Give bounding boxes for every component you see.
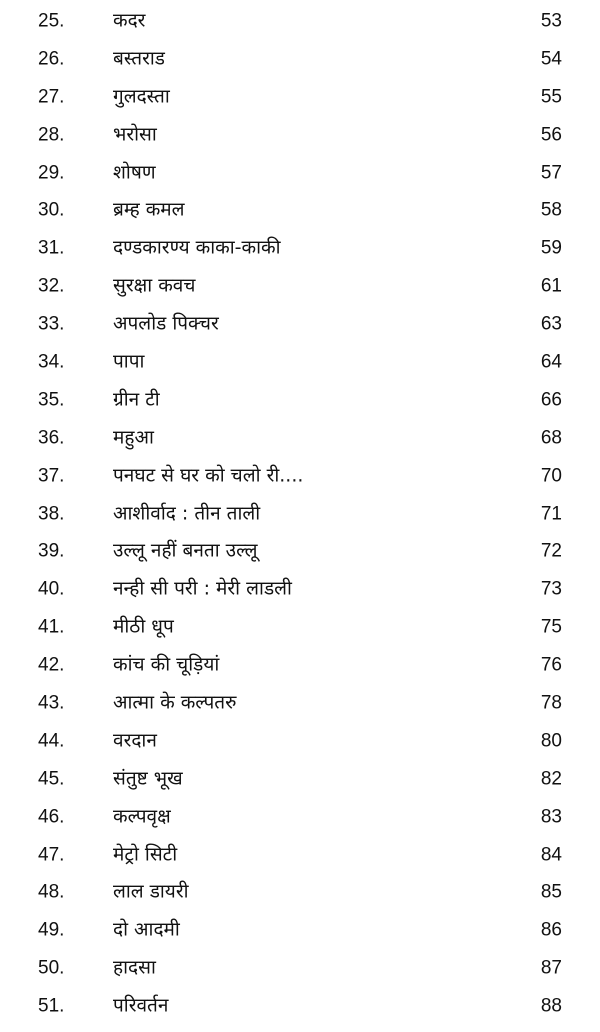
toc-entry-title: भरोसा [113,123,157,146]
toc-entry-page: 57 [540,162,562,183]
toc-entry-page: 76 [540,654,562,676]
toc-entry-number: 33. [38,313,65,335]
toc-entry-page: 88 [540,995,562,1017]
toc-entry-number: 25. [38,10,65,32]
toc-entry-number: 49. [38,919,65,941]
toc-entry-title: हादसा [113,956,156,979]
toc-entry-title: ग्रीन टी [113,388,160,411]
toc-entry-title: नन्ही सी परी : मेरी लाडली [113,577,292,600]
toc-entry-title: मीठी धूप [113,615,174,638]
toc-entry [0,911,600,949]
toc-entry [0,78,600,116]
toc-entry-page: 54 [540,48,562,70]
toc-entry-page: 73 [540,578,562,600]
toc-entry-title: लाल डायरी [113,880,189,903]
toc-entry-number: 38. [38,503,65,525]
toc-entry-page: 64 [540,351,562,373]
toc-entry-title: आत्मा के कल्पतरु [113,691,237,714]
toc-entry [0,798,600,836]
toc-entry [0,495,600,533]
toc-entry-page: 78 [540,692,562,714]
toc-entry-page: 63 [540,313,562,335]
toc-entry-page: 56 [540,124,562,146]
toc-entry-title: दण्डकारण्य काका-काकी [113,236,281,259]
toc-entry-page: 82 [540,768,562,790]
toc-entry-title: आशीर्वाद : तीन ताली [113,502,261,525]
toc-entry-number: 40. [38,578,65,600]
toc-entry-number: 36. [38,427,65,449]
toc-entry [0,722,600,760]
toc-entry [0,949,600,987]
toc-entry-title: शोषण [113,161,156,183]
toc-entry [0,229,600,267]
toc-entry [0,646,600,684]
toc-entry-page: 55 [540,86,562,108]
toc-entry-number: 26. [38,48,65,70]
toc-entry [0,419,600,457]
toc-entry [0,457,600,495]
toc-entry-title: परिवर्तन [113,994,169,1017]
toc-entry-title: ब्रम्ह कमल [113,198,185,221]
toc-entry [0,532,600,570]
toc-entry-number: 47. [38,844,65,866]
toc-entry-page: 71 [540,503,562,525]
toc-entry-title: कल्पवृक्ष [113,805,171,828]
toc-entry-title: पनघट से घर को चलो री.... [113,464,304,487]
toc-entry [0,40,600,78]
toc-entry-number: 41. [38,616,65,638]
toc-entry-page: 61 [540,275,562,297]
toc-entry-number: 29. [38,162,65,183]
toc-entry-number: 32. [38,275,65,297]
toc-entry [0,836,600,874]
toc-entry [0,873,600,911]
toc-entry-page: 84 [540,844,562,866]
toc-entry [0,116,600,154]
toc-entry-number: 44. [38,730,65,752]
toc-entry-page: 66 [540,389,562,411]
toc-entry [0,154,600,192]
toc-entry-page: 58 [540,199,562,221]
toc-entry [0,191,600,229]
toc-entry-title: वरदान [113,729,157,752]
toc-entry-title: गुलदस्ता [113,85,170,108]
toc-entry-title: महुआ [113,426,154,449]
toc-entry-title: बस्तराड [113,47,165,70]
toc-entry [0,2,600,40]
toc-entry-number: 39. [38,540,65,562]
toc-entry [0,760,600,798]
toc-entry-title: दो आदमी [113,918,180,941]
toc-entry-title: मेट्रो सिटी [113,843,178,866]
toc-entry-number: 31. [38,237,65,259]
toc-entry-number: 50. [38,957,65,979]
toc-entry-title: संतुष्ट भूख [113,767,183,790]
toc-entry-number: 45. [38,768,65,790]
toc-entry-number: 37. [38,465,65,487]
toc-entry [0,381,600,419]
toc-entry-number: 30. [38,199,65,221]
toc-entry-number: 42. [38,654,65,676]
toc-entry-number: 34. [38,351,65,373]
toc-entry-number: 27. [38,86,65,108]
toc-entry-title: अपलोड पिक्चर [113,312,219,335]
toc-entry-number: 43. [38,692,65,714]
toc-entry [0,987,600,1025]
toc-entry-page: 53 [540,10,562,32]
toc-entry [0,267,600,305]
toc-entry [0,343,600,381]
toc-entry-page: 86 [540,919,562,941]
toc-entry-number: 46. [38,806,65,828]
toc-entry-title: सुरक्षा कवच [113,274,196,297]
toc-entry-page: 70 [540,465,562,487]
toc-entry [0,684,600,722]
toc-entry-title: पापा [113,350,145,373]
toc-entry-page: 83 [540,806,562,828]
toc-entry-page: 68 [540,427,562,449]
toc-entry-number: 28. [38,124,65,146]
toc-entry [0,608,600,646]
toc-entry-page: 75 [540,616,562,638]
toc-entry-number: 35. [38,389,65,411]
toc-entry-page: 87 [540,957,562,979]
toc-entry-page: 85 [540,881,562,903]
toc-entry-page: 72 [540,540,562,562]
toc-entry [0,570,600,608]
toc-entry-title: उल्लू नहीं बनता उल्लू [113,539,258,562]
toc-entry-page: 80 [540,730,562,752]
toc-entry-page: 59 [540,237,562,259]
toc-entry-number: 48. [38,881,65,903]
toc-entry-number: 51. [38,995,65,1017]
toc-entry [0,305,600,343]
toc-entry-title: कदर [113,9,146,32]
toc-entry-title: कांच की चूड़ियां [113,653,220,676]
